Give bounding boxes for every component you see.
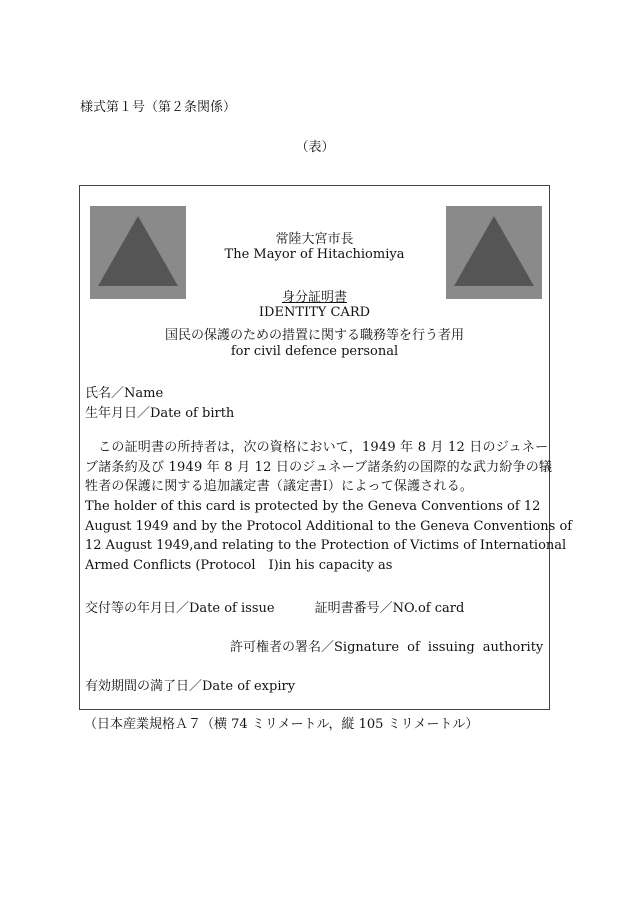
statement-en-line: 12 August 1949,and relating to the Protection of Victims of International xyxy=(85,538,567,553)
purpose-ja: 国民の保護のための措置に関する職務等を行う者用 xyxy=(164,328,464,343)
issue-date-label: 交付等の年月日／Date of issue xyxy=(85,601,275,616)
issuer-ja: 常陸大宮市長 xyxy=(275,232,354,247)
card-title-ja: 身分証明書 xyxy=(281,290,347,305)
name-label: 氏名／Name xyxy=(85,386,164,401)
statement-en-line: The holder of this card is protected by the Geneva Conventions of 12 xyxy=(85,499,541,514)
statement-en-line: August 1949 and by the Protocol Additional to the Geneva Conventions of xyxy=(85,518,573,534)
size-footnote: （日本産業規格Ａ７（横 74 ミリメートル，縦 105 ミリメートル） xyxy=(84,717,479,732)
statement-en xyxy=(85,497,573,575)
statement-ja-line: 牲者の保護に関する追加議定書（議定書Ⅰ）によって保護される。 xyxy=(85,479,474,494)
statement-ja xyxy=(85,438,553,497)
identity-card xyxy=(79,185,573,710)
signature-label: 許可権者の署名／Signature of issuing authority xyxy=(230,640,544,655)
dob-label: 生年月日／Date of birth xyxy=(85,406,235,421)
side-label: （表） xyxy=(295,140,335,155)
statement-ja-line: ブ諸条約及び 1949 年 8 月 12 日のジュネーブ諸条約の国際的な武力紛争の犠 xyxy=(85,459,553,475)
purpose-en: for civil defence personal xyxy=(230,344,399,359)
form-number: 様式第１号（第２条関係） xyxy=(80,100,237,115)
expiry-label: 有効期間の満了日／Date of expiry xyxy=(85,679,296,694)
card-number-label: 証明書番号／NO.of card xyxy=(314,601,465,616)
issuer-en: The Mayor of Hitachiomiya xyxy=(224,247,405,262)
statement-en-line: Armed Conflicts (Protocol Ⅰ)in his capacity as xyxy=(85,557,393,573)
statement-ja-line: この証明書の所持者は，次の資格において，1949 年 8 月 12 日のジュネー xyxy=(85,440,549,455)
card-title-en: IDENTITY CARD xyxy=(258,305,371,320)
issue-row xyxy=(85,597,464,616)
